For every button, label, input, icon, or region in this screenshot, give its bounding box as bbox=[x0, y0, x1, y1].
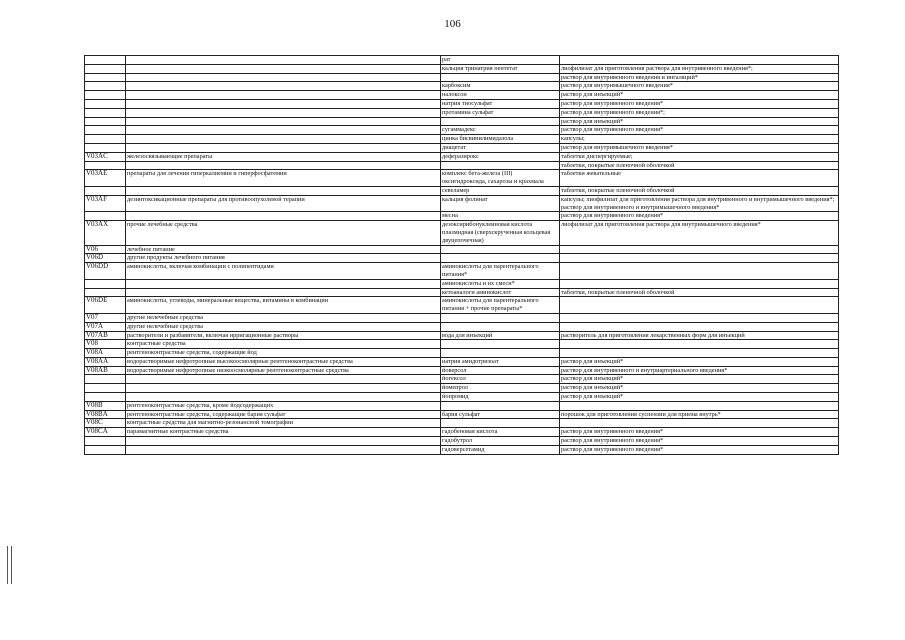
table-row bbox=[85, 263, 839, 280]
cell-form: растворитель для приготовления лекарственных форм для инъекций bbox=[560, 331, 839, 340]
cell-substance bbox=[441, 254, 560, 263]
table-row bbox=[85, 186, 839, 195]
cell-substance: кальция тринатрия пентетат bbox=[441, 64, 560, 73]
cell-form: раствор для внутривенного введения* bbox=[560, 445, 839, 454]
cell-code bbox=[85, 108, 126, 117]
cell-substance: йоверсол bbox=[441, 366, 560, 375]
cell-substance: натрия тиосульфат bbox=[441, 99, 560, 108]
cell-form bbox=[560, 254, 839, 263]
cell-code bbox=[85, 212, 126, 221]
cell-substance: йомепрол bbox=[441, 384, 560, 393]
cell-substance bbox=[441, 245, 560, 254]
cell-code: V06DE bbox=[85, 297, 126, 314]
cell-form bbox=[560, 401, 839, 410]
table-row bbox=[85, 143, 839, 152]
cell-form: раствор для внутримышечного введения* bbox=[560, 143, 839, 152]
cell-substance: вода для инъекций bbox=[441, 331, 560, 340]
cell-group bbox=[126, 135, 441, 144]
cell-code: V08 bbox=[85, 340, 126, 349]
cell-substance: налоксон bbox=[441, 91, 560, 100]
cell-code bbox=[85, 288, 126, 297]
cell-substance: гадобутрол bbox=[441, 437, 560, 446]
table-row bbox=[85, 279, 839, 288]
cell-group bbox=[126, 437, 441, 446]
cell-substance bbox=[441, 401, 560, 410]
table-row bbox=[85, 366, 839, 375]
cell-code: V08AA bbox=[85, 357, 126, 366]
cell-form: капсулы; лиофилизат для приготовления раствора для внутривенного и внутримышечного введения*; раствор для внутривенного и внутримышечного введения* bbox=[560, 195, 839, 212]
cell-substance: комплекс бета-железа (III) оксигидроксида, сахарозы и крахмала bbox=[441, 170, 560, 187]
table-row bbox=[85, 401, 839, 410]
cell-code: V08A bbox=[85, 349, 126, 358]
cell-substance: йогексол bbox=[441, 375, 560, 384]
cell-substance: сугаммадекс bbox=[441, 126, 560, 135]
table-row bbox=[85, 64, 839, 73]
table-row bbox=[85, 73, 839, 82]
cell-substance: цинка бисвинилимидазола bbox=[441, 135, 560, 144]
cell-group: рентгеноконтрастные средства, кроме йодсодержащих bbox=[126, 401, 441, 410]
cell-form: раствор для внутривенного введения и ингаляций* bbox=[560, 73, 839, 82]
cell-form: таблетки жевательные bbox=[560, 170, 839, 187]
cell-group bbox=[126, 384, 441, 393]
cell-form: раствор для внутривенного введения* bbox=[560, 437, 839, 446]
cell-code: V03AF bbox=[85, 195, 126, 212]
cell-code bbox=[85, 143, 126, 152]
cell-group bbox=[126, 279, 441, 288]
cell-code bbox=[85, 82, 126, 91]
cell-substance bbox=[441, 419, 560, 428]
cell-code bbox=[85, 99, 126, 108]
cell-form bbox=[560, 419, 839, 428]
table-row bbox=[85, 135, 839, 144]
cell-group: дезинтоксикационные препараты для противоопухолевой терапии bbox=[126, 195, 441, 212]
table-row bbox=[85, 117, 839, 126]
cell-group bbox=[126, 108, 441, 117]
cell-substance bbox=[441, 322, 560, 331]
cell-group bbox=[126, 91, 441, 100]
cell-substance: диацетат bbox=[441, 143, 560, 152]
cell-form: лиофилизат для приготовления раствора для внутримышечного введения* bbox=[560, 221, 839, 245]
cell-group: рентгеноконтрастные средства, содержащие йод bbox=[126, 349, 441, 358]
table-row bbox=[85, 212, 839, 221]
cell-form: таблетки, покрытые пленочной оболочкой bbox=[560, 288, 839, 297]
drug-table bbox=[84, 55, 839, 455]
cell-code: V08AB bbox=[85, 366, 126, 375]
table-row bbox=[85, 349, 839, 358]
cell-form bbox=[560, 349, 839, 358]
cell-code: V07AB bbox=[85, 331, 126, 340]
cell-group: парамагнитные контрастные средства bbox=[126, 428, 441, 437]
table-row bbox=[85, 410, 839, 419]
cell-form: раствор для внутривенного введения*; bbox=[560, 108, 839, 117]
table-row bbox=[85, 437, 839, 446]
cell-group bbox=[126, 161, 441, 170]
cell-substance: карбоксим bbox=[441, 82, 560, 91]
cell-group: водорастворимые нефротропные высокоосмолярные рентгеноконтрастные средства bbox=[126, 357, 441, 366]
cell-code: V06 bbox=[85, 245, 126, 254]
table-row bbox=[85, 288, 839, 297]
table-row bbox=[85, 170, 839, 187]
cell-group: прочие лечебные средства bbox=[126, 221, 441, 245]
cell-group: контрастные средства bbox=[126, 340, 441, 349]
cell-form bbox=[560, 322, 839, 331]
page-number: 106 bbox=[444, 18, 461, 30]
cell-form bbox=[560, 297, 839, 314]
cell-group bbox=[126, 393, 441, 402]
table-row bbox=[85, 445, 839, 454]
cell-form: порошок для приготовления суспензии для приема внутрь* bbox=[560, 410, 839, 419]
table-row bbox=[85, 428, 839, 437]
table-row bbox=[85, 99, 839, 108]
table-row bbox=[85, 195, 839, 212]
table-row bbox=[85, 322, 839, 331]
cell-form: раствор для внутривенного введения* bbox=[560, 126, 839, 135]
cell-group: другие продукты лечебного питания bbox=[126, 254, 441, 263]
cell-group: растворители и разбавители, включая ирригационные растворы bbox=[126, 331, 441, 340]
cell-group bbox=[126, 117, 441, 126]
cell-form bbox=[560, 279, 839, 288]
cell-code bbox=[85, 161, 126, 170]
cell-form: раствор для инъекций* bbox=[560, 91, 839, 100]
cell-group bbox=[126, 73, 441, 82]
cell-group bbox=[126, 126, 441, 135]
cell-code bbox=[85, 393, 126, 402]
cell-code bbox=[85, 135, 126, 144]
cell-substance: севеламер bbox=[441, 186, 560, 195]
cell-group bbox=[126, 186, 441, 195]
table-row bbox=[85, 331, 839, 340]
cell-substance: аминокислоты для парентерального питания + прочие препараты* bbox=[441, 297, 560, 314]
cell-group: препараты для лечения гиперкалиемии и гиперфосфатемии bbox=[126, 170, 441, 187]
cell-substance: аминокислоты для парентерального питания* bbox=[441, 263, 560, 280]
cell-substance bbox=[441, 340, 560, 349]
cell-group: рентгеноконтрастные средства, содержащие бария сульфат bbox=[126, 410, 441, 419]
cell-code: V03AE bbox=[85, 170, 126, 187]
cell-form: раствор для внутривенного введения* bbox=[560, 212, 839, 221]
cell-form bbox=[560, 263, 839, 280]
cell-form: лиофилизат для приготовления раствора для внутривенного введения*; bbox=[560, 64, 839, 73]
cell-form: раствор для инъекций* bbox=[560, 375, 839, 384]
table-row bbox=[85, 419, 839, 428]
table-row bbox=[85, 340, 839, 349]
table-row bbox=[85, 82, 839, 91]
table-row bbox=[85, 384, 839, 393]
cell-substance: рат bbox=[441, 56, 560, 65]
cell-form: таблетки диспергируемые; bbox=[560, 152, 839, 161]
cell-form: раствор для инъекций* bbox=[560, 357, 839, 366]
cell-substance: бария сульфат bbox=[441, 410, 560, 419]
cell-form: раствор для инъекций* bbox=[560, 117, 839, 126]
cell-code bbox=[85, 73, 126, 82]
cell-code: V08BA bbox=[85, 410, 126, 419]
cell-group bbox=[126, 143, 441, 152]
cell-substance bbox=[441, 349, 560, 358]
cell-form: раствор для внутривенного и внутриартериального введения* bbox=[560, 366, 839, 375]
cell-substance: натрия амидотризоат bbox=[441, 357, 560, 366]
cell-substance bbox=[441, 161, 560, 170]
cell-code bbox=[85, 279, 126, 288]
table-row bbox=[85, 375, 839, 384]
table-row bbox=[85, 152, 839, 161]
cell-substance: йопромид bbox=[441, 393, 560, 402]
cell-code: V06DD bbox=[85, 263, 126, 280]
cell-code: V07A bbox=[85, 322, 126, 331]
cell-form: раствор для внутривенного введения* bbox=[560, 428, 839, 437]
table-row bbox=[85, 313, 839, 322]
cell-form: раствор для инъекций* bbox=[560, 393, 839, 402]
cell-code: V06D bbox=[85, 254, 126, 263]
cell-substance: аминокислоты и их смеси* bbox=[441, 279, 560, 288]
cell-group: водорастворимые нефротропные низкоосмолярные рентгеноконтрастные средства bbox=[126, 366, 441, 375]
cell-group bbox=[126, 445, 441, 454]
table-row bbox=[85, 393, 839, 402]
cell-code bbox=[85, 375, 126, 384]
cell-code: V08CA bbox=[85, 428, 126, 437]
cell-substance: месна bbox=[441, 212, 560, 221]
cell-code: V03AX bbox=[85, 221, 126, 245]
cell-form bbox=[560, 245, 839, 254]
cell-group: аминокислоты, углеводы, минеральные вещества, витамины в комбинации bbox=[126, 297, 441, 314]
drug-table-body bbox=[85, 56, 839, 455]
cell-code bbox=[85, 384, 126, 393]
cell-code: V08B bbox=[85, 401, 126, 410]
cell-code bbox=[85, 186, 126, 195]
cell-form: раствор для инъекций* bbox=[560, 384, 839, 393]
cell-code bbox=[85, 91, 126, 100]
cell-substance: гадобеновая кислота bbox=[441, 428, 560, 437]
table-row bbox=[85, 297, 839, 314]
table-row bbox=[85, 221, 839, 245]
margin-mark bbox=[7, 546, 12, 584]
table-row bbox=[85, 91, 839, 100]
cell-code bbox=[85, 56, 126, 65]
cell-code bbox=[85, 445, 126, 454]
cell-code: V07 bbox=[85, 313, 126, 322]
cell-group bbox=[126, 288, 441, 297]
cell-code bbox=[85, 64, 126, 73]
cell-form: раствор для внутримышечного введения* bbox=[560, 82, 839, 91]
cell-code bbox=[85, 437, 126, 446]
cell-substance bbox=[441, 73, 560, 82]
cell-group bbox=[126, 212, 441, 221]
table-row bbox=[85, 126, 839, 135]
cell-code: V03AC bbox=[85, 152, 126, 161]
table-row bbox=[85, 56, 839, 65]
cell-code bbox=[85, 117, 126, 126]
cell-substance: деферазирокс bbox=[441, 152, 560, 161]
cell-form bbox=[560, 56, 839, 65]
cell-form: таблетки, покрытые пленочной оболочкой bbox=[560, 161, 839, 170]
cell-group bbox=[126, 56, 441, 65]
table-row bbox=[85, 245, 839, 254]
cell-group bbox=[126, 64, 441, 73]
cell-substance: гадоверсетамид bbox=[441, 445, 560, 454]
cell-form: капсулы; bbox=[560, 135, 839, 144]
cell-group: контрастные средства для магнитно-резонансной томографии bbox=[126, 419, 441, 428]
cell-group bbox=[126, 99, 441, 108]
cell-group bbox=[126, 375, 441, 384]
cell-group: другие нелечебные средства bbox=[126, 322, 441, 331]
cell-form: таблетки, покрытые пленочной оболочкой bbox=[560, 186, 839, 195]
cell-substance: дезоксирибонуклеиновая кислота плазмидная (сверхскрученная кольцевая двуцепочечная) bbox=[441, 221, 560, 245]
cell-substance bbox=[441, 313, 560, 322]
cell-group: аминокислоты, включая комбинации с полипептидами bbox=[126, 263, 441, 280]
table-row bbox=[85, 254, 839, 263]
cell-code bbox=[85, 126, 126, 135]
cell-substance: кетоаналоги аминокислот bbox=[441, 288, 560, 297]
cell-form: раствор для внутривенного введения* bbox=[560, 99, 839, 108]
table-row bbox=[85, 161, 839, 170]
cell-group: лечебное питание bbox=[126, 245, 441, 254]
cell-group bbox=[126, 82, 441, 91]
cell-code: V08C bbox=[85, 419, 126, 428]
cell-form bbox=[560, 313, 839, 322]
table-row bbox=[85, 108, 839, 117]
cell-form bbox=[560, 340, 839, 349]
cell-substance bbox=[441, 117, 560, 126]
cell-substance: протамина сульфат bbox=[441, 108, 560, 117]
cell-group: другие нелечебные средства bbox=[126, 313, 441, 322]
table-row bbox=[85, 357, 839, 366]
cell-group: железосвязывающие препараты bbox=[126, 152, 441, 161]
cell-substance: кальция фолинат bbox=[441, 195, 560, 212]
